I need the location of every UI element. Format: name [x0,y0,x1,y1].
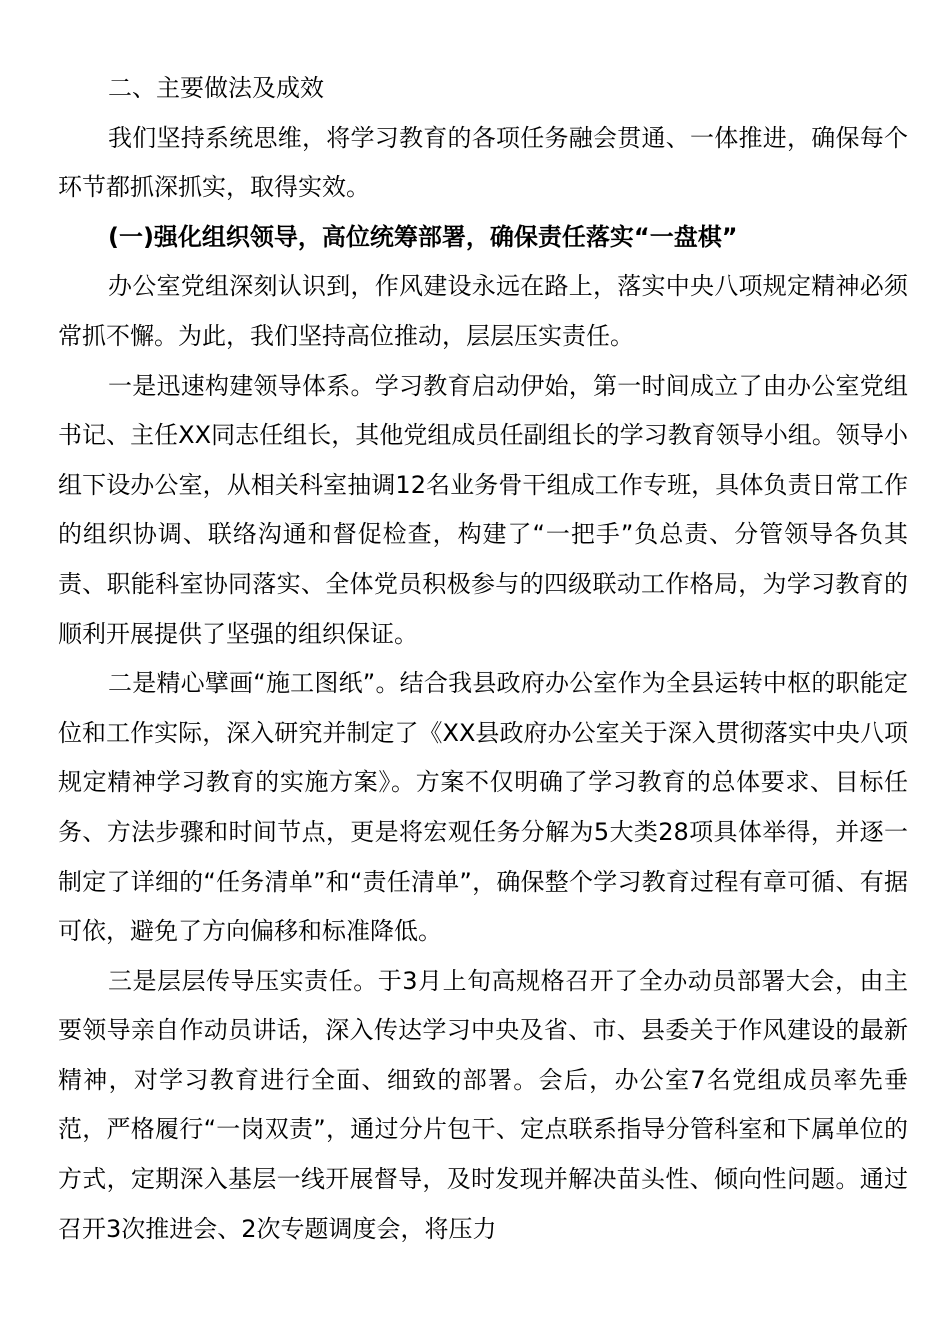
paragraph-office: 办公室党组深刻认识到，作风建设永远在路上，落实中央八项规定精神必须常抓不懈。为此，我们坚持高位推动，层层压实责任。 [58,272,908,350]
section-title: 二、主要做法及成效 [108,74,324,102]
paragraph-two: 二是精心擘画“施工图纸”。结合我县政府办公室作为全县运转中枢的职能定位和工作实际，深入研究并制定了《XX县政府办公室关于深入贯彻落实中央八项规定精神学习教育的实施方案》。方案不仅明确了学习教育的总体要求、目标任务、方法步骤和时间节点，更是将宏观任务分解为5大类28项具体举得，并逐一制定了详细的“任务清单”和“责任清单”，确保整个学习教育过程有章可循、有据可依，避免了方向偏移和标准降低。 [58,669,908,946]
intro-paragraph: 我们坚持系统思维，将学习教育的各项任务融会贯通、一体推进，确保每个环节都抓深抓实，取得实效。 [58,123,908,202]
paragraph-three: 三是层层传导压实责任。于3月上旬高规格召开了全办动员部署大会，由主要领导亲自作动员讲话，深入传达学习中央及省、市、县委关于作风建设的最新精神，对学习教育进行全面、细致的部署。会后，办公室7名党组成员率先垂范，严格履行“一岗双责”，通过分片包干、定点联系指导分管科室和下属单位的方式，定期深入基层一线开展督导，及时发现并解决苗头性、倾向性问题。通过召开3次推进会、2次专题调度会，将压力 [58,966,908,1243]
paragraph-one: 一是迅速构建领导体系。学习教育启动伊始，第一时间成立了由办公室党组书记、主任XX同志任组长，其他党组成员任副组长的学习教育领导小组。领导小组下设办公室，从相关科室抽调12名业务骨干组成工作专班，具体负责日常工作的组织协调、联络沟通和督促检查，构建了“一把手”负总责、分管领导各负其责、职能科室协同落实、全体党员积极参与的四级联动工作格局，为学习教育的顺利开展提供了坚强的组织保证。 [58,371,908,648]
subheading: (一)强化组织领导，高位统筹部署，确保责任落实“一盘棋” [108,222,738,251]
document-body [58,64,908,1254]
